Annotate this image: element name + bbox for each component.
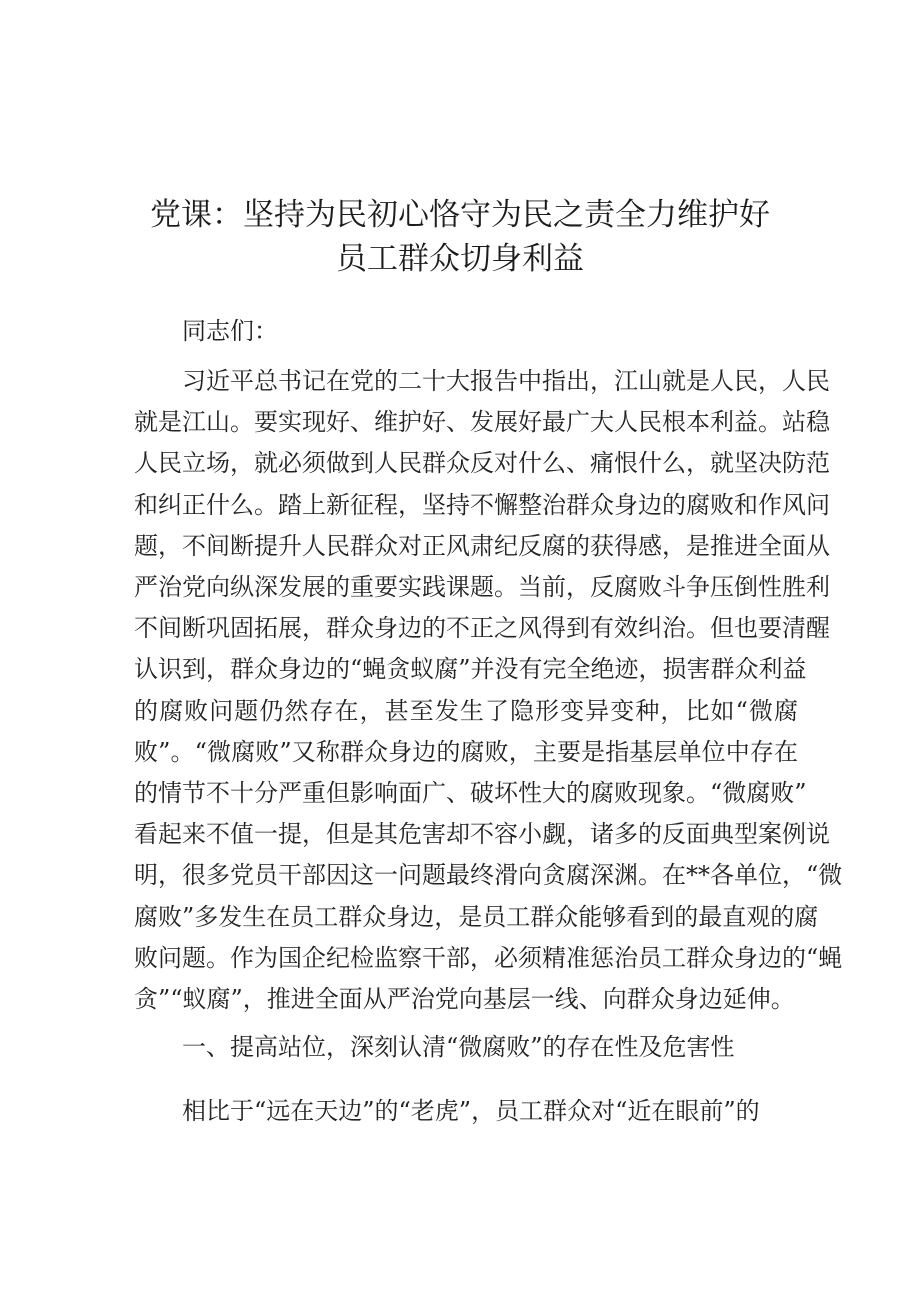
paragraph-line: 明，很多党员干部因这一问题最终滑向贪腐深渊。在**各单位，“微: [134, 861, 843, 890]
section-heading-1: 一、提高站位，深刻认清“微腐败”的存在性及危害性: [182, 1033, 735, 1061]
paragraph-line: 认识到，群众身边的“蝇贪蚁腐”并没有完全绝迹，损害群众利益: [134, 655, 807, 684]
paragraph-line: 败问题。作为国企纪检监察干部，必须精准惩治员工群众身边的“蝇: [134, 943, 843, 972]
paragraph-line: 严治党向纵深发展的重要实践课题。当前，反腐败斗争压倒性胜利: [134, 573, 830, 602]
paragraph-line: 腐败”多发生在员工群众身边，是员工群众能够看到的最直观的腐: [134, 902, 819, 931]
paragraph-line: 就是江山。要实现好、维护好、发展好最广大人民根本利益。站稳: [134, 408, 830, 437]
paragraph-line: 的情节不十分严重但影响面广、破坏性大的腐败现象。“微腐败”: [134, 779, 807, 808]
paragraph-line: 看起来不值一提，但是其危害却不容小觑，诸多的反面典型案例说: [134, 820, 830, 849]
document-title: [120, 193, 800, 281]
paragraph-line: 和纠正什么。踏上新征程，坚持不懈整治群众身边的腐败和作风问: [134, 490, 830, 519]
paragraph-line: 题，不间断提升人民群众对正风肃纪反腐的获得感，是推进全面从: [134, 531, 830, 560]
paragraph-line: 习近平总书记在党的二十大报告中指出，江山就是人民，人民: [182, 367, 830, 395]
paragraph-line: 的腐败问题仍然存在，甚至发生了隐形变异变种，比如“微腐: [134, 696, 798, 725]
paragraph-line: 不间断巩固拓展，群众身边的不正之风得到有效纠治。但也要清醒: [134, 614, 830, 643]
body-paragraph-2: 相比于“远在天边”的“老虎”，员工群众对“近在眼前”的: [182, 1097, 760, 1125]
title-line-1: 党课：坚持为民初心恪守为民之责全力维护好: [150, 197, 770, 233]
paragraph-line: 贪”“蚁腐”，推进全面从严治党向基层一线、向群众身边延伸。: [134, 985, 795, 1014]
title-line-2: 员工群众切身利益: [336, 241, 584, 277]
salutation: 同志们：: [182, 317, 278, 345]
paragraph-line: 败”。“微腐败”又称群众身边的腐败，主要是指基层单位中存在: [134, 737, 798, 766]
body-paragraph-1: [134, 361, 843, 1020]
paragraph-line: 人民立场，就必须做到人民群众反对什么、痛恨什么，就坚决防范: [134, 449, 830, 478]
